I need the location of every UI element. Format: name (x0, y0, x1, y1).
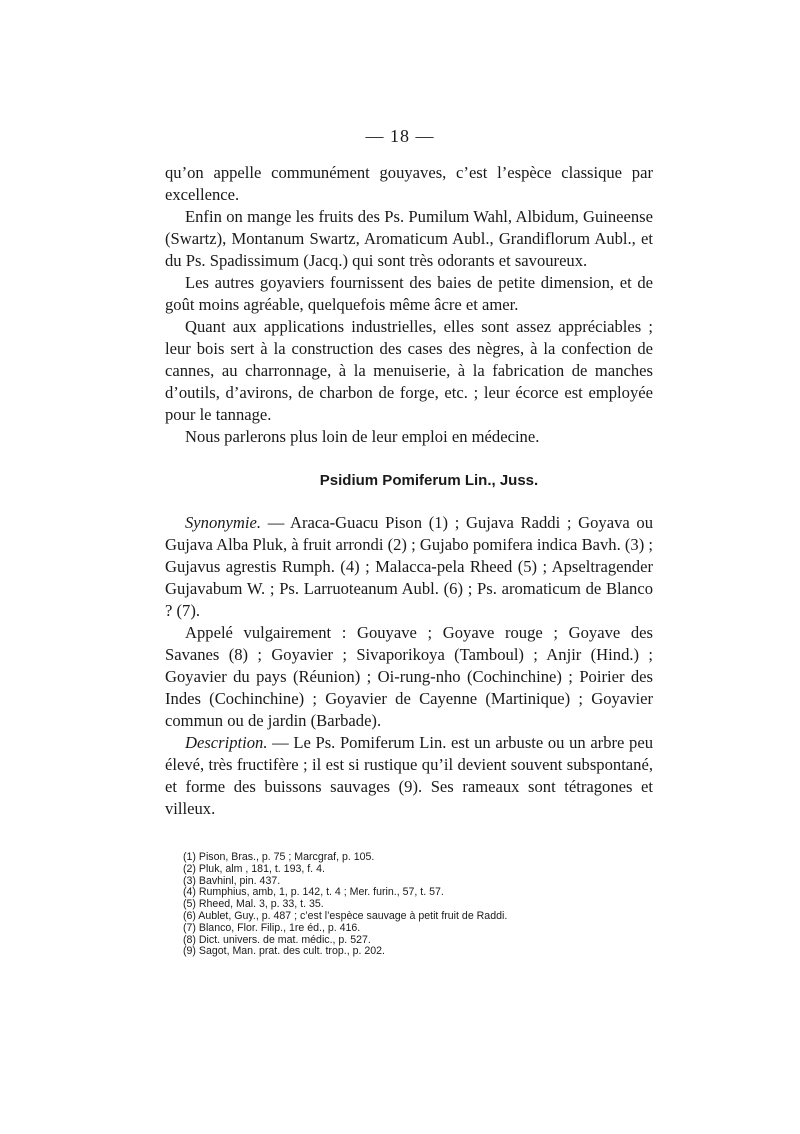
description-paragraph (165, 732, 653, 820)
body-text (165, 162, 653, 820)
footnote: (8) Dict. univers. de mat. médic., p. 527. (183, 933, 371, 946)
paragraph: Nous parlerons plus loin de leur emploi en médecine. (185, 427, 540, 446)
paragraph: Les autres goyaviers fournissent des baies de petite dimension, et de goût moins agréable, quelquefois même âcre et amer. (165, 273, 653, 314)
synonymie-lead: Synonymie. (185, 513, 262, 532)
footnote: (9) Sagot, Man. prat. des cult. trop., p. 202. (183, 945, 385, 958)
paragraph: qu’on appelle communément gouyaves, c’est l’espèce classique par excellence. (165, 163, 653, 204)
description-text: — Le Ps. Pomiferum Lin. est un arbuste ou un arbre peu élevé, très fructifère ; il est si rustique qu’il devient souvent subspontané, et forme des buissons sauvages (9). Ses rameaux sont tétragones et villeux. (165, 733, 653, 818)
footnotes (183, 852, 653, 958)
description-lead: Description. (185, 733, 268, 752)
synonymie-paragraph (165, 512, 653, 622)
footnote: (4) Rumphius, amb, 1, p. 142, t. 4 ; Mer. furin., 57, t. 57. (183, 886, 444, 899)
paragraph: Quant aux applications industrielles, elles sont assez appréciables ; leur bois sert à la construction des cases des nègres, à la confection de cannes, au charronnage, à la menuiserie, à la fabrication de manches d’outils, d’avirons, de charbon de forge, etc. ; leur écorce est employée pour le tannage. (165, 317, 653, 424)
paragraph: Enfin on mange les fruits des Ps. Pumilum Wahl, Albidum, Guineense (Swartz), Montanum Swartz, Aromaticum Aubl., Grandiflorum Aubl., et du Ps. Spadissimum (Jacq.) qui sont très odorants et savoureux. (165, 207, 653, 270)
footnote: (6) Aublet, Guy., p. 487 ; c’est l’espèce sauvage à petit fruit de Raddi. (183, 909, 508, 922)
footnote: (2) Pluk, alm , 181, t. 193, f. 4. (183, 862, 325, 875)
vulgaire-paragraph: Appelé vulgairement : Gouyave ; Goyave rouge ; Goyave des Savanes (8) ; Goyavier ; Sivaporikoya (Tamboul) ; Anjir (Hind.) ; Goyavier du pays (Réunion) ; Oi-rung-nho (Cochinchine) ; Poirier des Indes (Cochinchine) ; Goyavier de Cayenne (Martinique) ; Goyavier commun ou de jardin (Barbade). (165, 623, 653, 730)
footnote: (1) Pison, Bras., p. 75 ; Marcgraf, p. 105. (183, 851, 375, 863)
page-number: — 18 — (365, 126, 435, 146)
synonymie-text: — Araca-Guacu Pison (1) ; Gujava Raddi ; Goyava ou Gujava Alba Pluk, à fruit arrondi (2) ; Gujabo pomifera indica Bavh. (3) ; Gujavus agrestis Rumph. (4) ; Malacca-pela Rheed (5) ; Apseltragender Gujavabum W. ; Ps. Larruoteanum Aubl. (6) ; Ps. aromaticum de Blanco ? (7). (165, 513, 654, 620)
footnote: (3) Bavhinl, pin. 437. (183, 874, 281, 887)
footnote: (7) Blanco, Flor. Filip., 1re éd., p. 416. (183, 921, 361, 934)
footnote: (5) Rheed, Mal. 3, p. 33, t. 35. (183, 898, 324, 911)
section-heading: Psidium Pomiferum Lin., Juss. (319, 472, 539, 489)
